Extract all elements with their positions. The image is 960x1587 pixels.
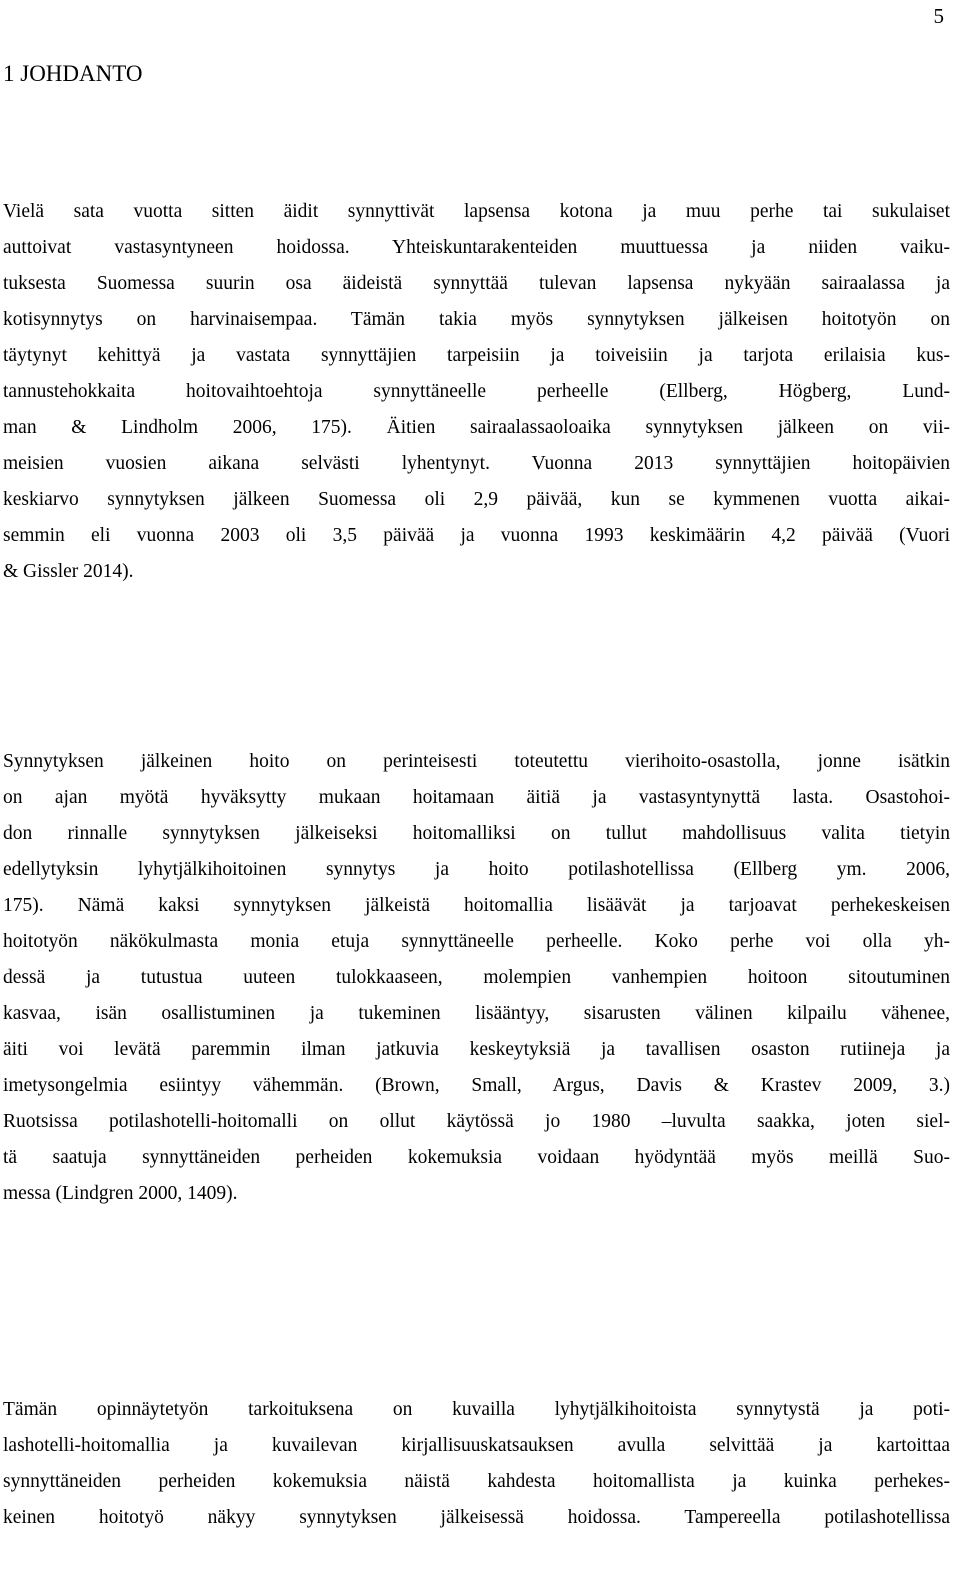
text-line: täytynyt kehittyä ja vastata synnyttäjien tarpeisiin ja toiveisiin ja tarjota erilaisia kus- [3, 345, 950, 366]
text-line: semmin eli vuonna 2003 oli 3,5 päivää ja vuonna 1993 keskimäärin 4,2 päivää (Vuori [3, 525, 950, 546]
text-line: äiti voi levätä paremmin ilman jatkuvia keskeytyksiä ja tavallisen osaston rutiineja ja [3, 1039, 950, 1060]
page-number: 5 [933, 4, 944, 28]
text-line: hoitotyön näkökulmasta monia etuja synnyttäneelle perheelle. Koko perhe voi olla yh- [3, 931, 950, 952]
text-line: kotisynnytys on harvinaisempaa. Tämän takia myös synnytyksen jälkeisen hoitotyön on [3, 309, 950, 330]
text-line: imetysongelmia esiintyy vähemmän. (Brown, Small, Argus, Davis & Krastev 2009, 3.) [3, 1075, 950, 1096]
text-line: on ajan myötä hyväksytty mukaan hoitamaan äitiä ja vastasyntynyttä lasta. Osastohoi- [3, 787, 950, 808]
text-line: kasvaa, isän osallistuminen ja tukeminen lisääntyy, sisarusten välinen kilpailu vähenee, [3, 1003, 950, 1024]
text-line: messa (Lindgren 2000, 1409). [3, 1183, 238, 1204]
text-line: meisien vuosien aikana selvästi lyhentynyt. Vuonna 2013 synnyttäjien hoitopäivien [3, 453, 950, 474]
text-line: Synnytyksen jälkeinen hoito on perinteisesti toteutettu vierihoito-osastolla, jonne isätkin [3, 751, 950, 772]
text-line: 175). Nämä kaksi synnytyksen jälkeistä hoitomallia lisäävät ja tarjoavat perhekeskeisen [3, 895, 950, 916]
paragraph-postnatal-care [3, 744, 950, 1212]
chapter-heading: 1 JOHDANTO [3, 61, 143, 86]
text-line: Vielä sata vuotta sitten äidit synnyttivät lapsensa kotona ja muu perhe tai sukulaiset [3, 201, 950, 222]
text-line: tä saatuja synnyttäneiden perheiden kokemuksia voidaan hyödyntää myös meillä Suo- [3, 1147, 950, 1168]
text-line: & Gissler 2014). [3, 561, 134, 582]
text-line: keinen hoitotyö näkyy synnytyksen jälkeisessä hoidossa. Tampereella potilashotellissa [3, 1507, 950, 1528]
text-line: keskiarvo synnytyksen jälkeen Suomessa oli 2,9 päivää, kun se kymmenen vuotta aikai- [3, 489, 950, 510]
text-line: edellytyksin lyhytjälkihoitoinen synnytys ja hoito potilashotellissa (Ellberg ym. 2006, [3, 859, 950, 880]
text-line: Ruotsissa potilashotelli-hoitomalli on ollut käytössä jo 1980 –luvulta saakka, joten siel- [3, 1111, 950, 1132]
text-line: lashotelli-hoitomallia ja kuvailevan kirjallisuuskatsauksen avulla selvittää ja kartoittaa [3, 1435, 950, 1456]
text-line: man & Lindholm 2006, 175). Äitien sairaalassaoloaika synnytyksen jälkeen on vii- [3, 417, 950, 438]
paragraph-thesis-purpose [3, 1392, 950, 1536]
text-line: tuksesta Suomessa suurin osa äideistä synnyttää tulevan lapsensa nykyään sairaalassa ja [3, 273, 950, 294]
paragraph-introduction [3, 194, 950, 590]
text-line: synnyttäneiden perheiden kokemuksia näistä kahdesta hoitomallista ja kuinka perhekes- [3, 1471, 950, 1492]
text-line: dessä ja tutustua uuteen tulokkaaseen, molempien vanhempien hoitoon sitoutuminen [3, 967, 950, 988]
text-line: auttoivat vastasyntyneen hoidossa. Yhteiskuntarakenteiden muuttuessa ja niiden vaiku- [3, 237, 950, 258]
text-line: don rinnalle synnytyksen jälkeiseksi hoitomalliksi on tullut mahdollisuus valita tietyin [3, 823, 950, 844]
text-line: tannustehokkaita hoitovaihtoehtoja synnyttäneelle perheelle (Ellberg, Högberg, Lund- [3, 381, 950, 402]
text-line: Tämän opinnäytetyön tarkoituksena on kuvailla lyhytjälkihoitoista synnytystä ja poti- [3, 1399, 950, 1420]
